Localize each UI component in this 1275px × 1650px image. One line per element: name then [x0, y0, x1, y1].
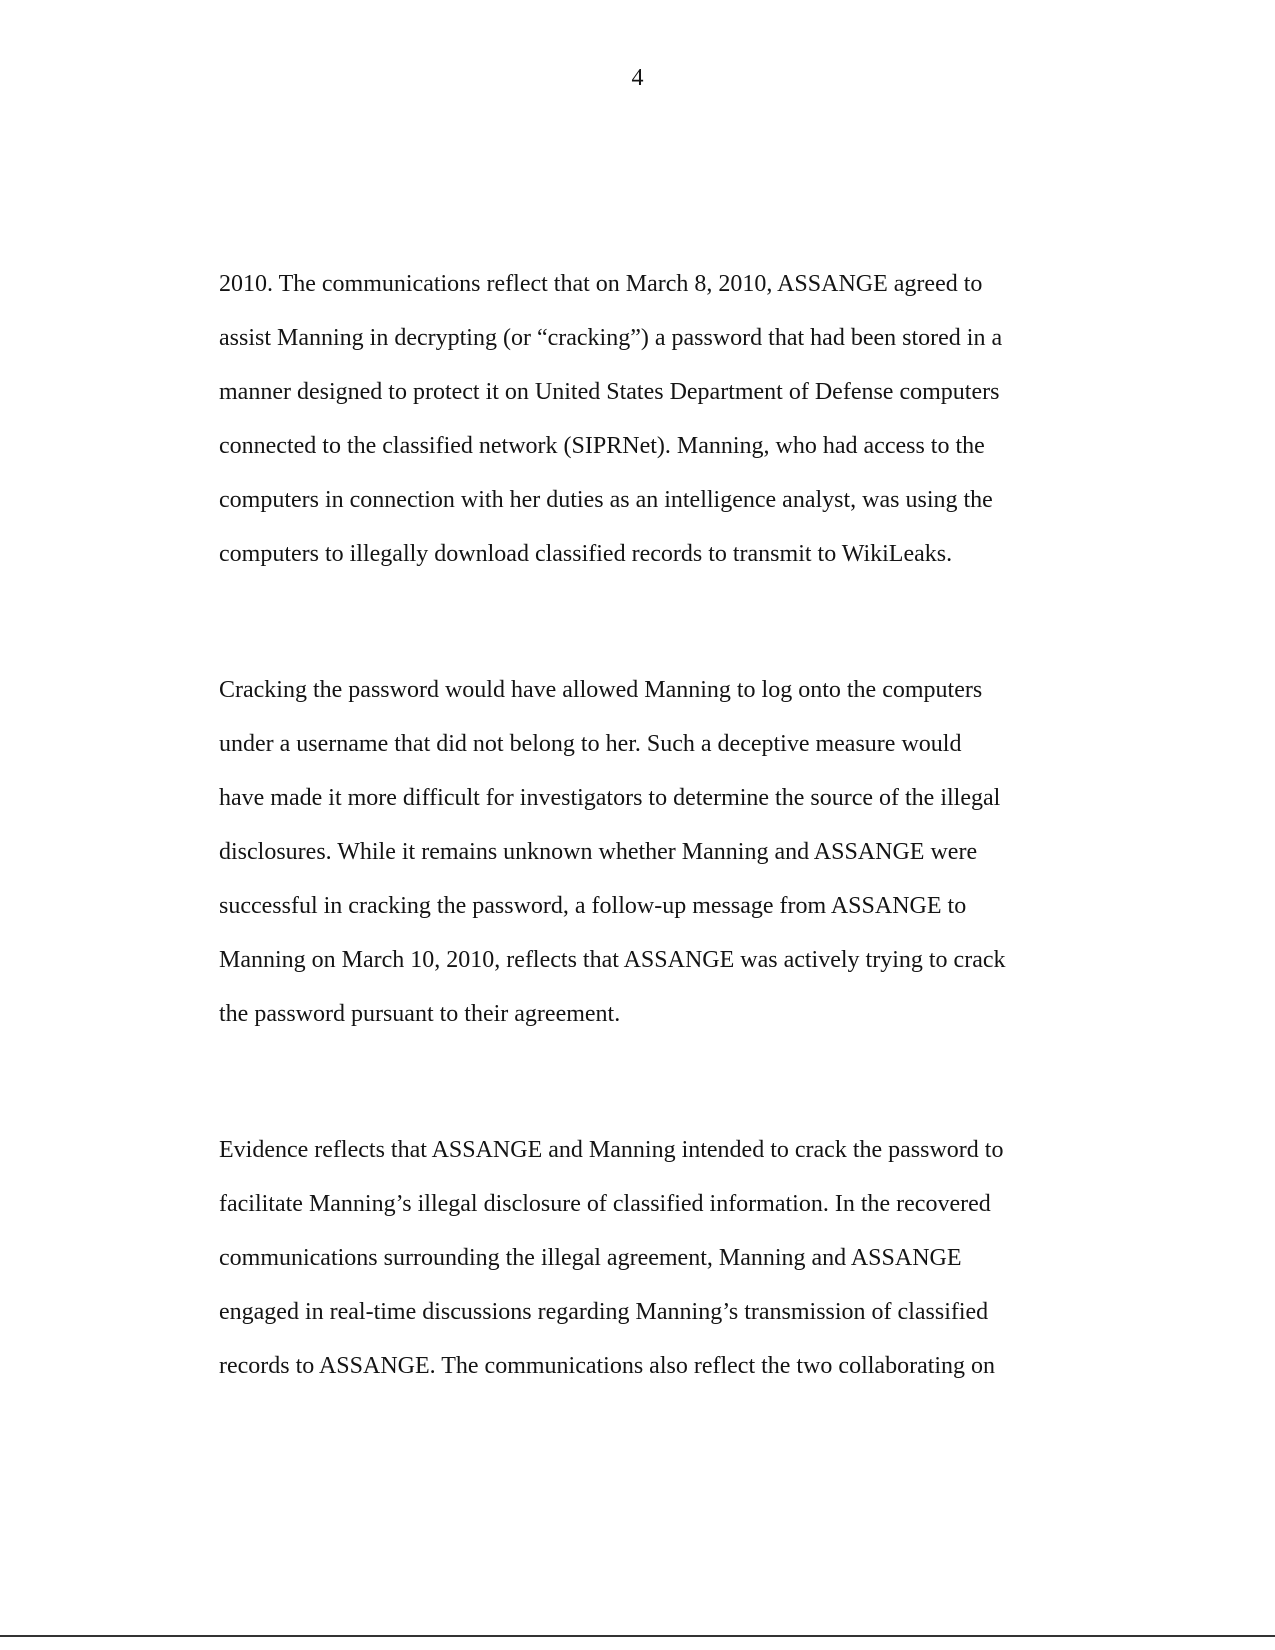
page-number: 4 — [631, 65, 644, 91]
paragraph-line: communications surrounding the illegal agreement, Manning and ASSANGE — [219, 1245, 962, 1271]
paragraph-line: computers in connection with her duties as an intelligence analyst, was using the — [219, 487, 993, 513]
paragraph-line: assist Manning in decrypting (or “cracking”) a password that had been stored in a — [219, 325, 1003, 351]
paragraph-line: records to ASSANGE. The communications also reflect the two collaborating on — [219, 1353, 996, 1379]
paragraph-line: have made it more difficult for investigators to determine the source of the illegal — [219, 785, 1001, 811]
paragraph-line: disclosures. While it remains unknown whether Manning and ASSANGE were — [219, 839, 978, 865]
paragraph-line: Cracking the password would have allowed Manning to log onto the computers — [219, 677, 983, 703]
paragraph-line: 2010. The communications reflect that on March 8, 2010, ASSANGE agreed to — [219, 271, 983, 297]
paragraph-line: connected to the classified network (SIPRNet). Manning, who had access to the — [219, 433, 985, 459]
paragraph-line: successful in cracking the password, a follow-up message from ASSANGE to — [219, 893, 967, 919]
paragraph-line: the password pursuant to their agreement. — [219, 1001, 621, 1027]
paragraph-line: engaged in real-time discussions regarding Manning’s transmission of classified — [219, 1299, 989, 1325]
paragraph-line: under a username that did not belong to her. Such a deceptive measure would — [219, 731, 962, 757]
paragraph-line: manner designed to protect it on United States Department of Defense computers — [219, 379, 1000, 405]
paragraph-line: facilitate Manning’s illegal disclosure of classified information. In the recovered — [219, 1191, 991, 1217]
paragraph-line: Evidence reflects that ASSANGE and Manning intended to crack the password to — [219, 1137, 1004, 1163]
paragraph-line: Manning on March 10, 2010, reflects that ASSANGE was actively trying to crack — [219, 947, 1006, 973]
bottom-rule — [0, 1635, 1275, 1637]
paragraph-line: computers to illegally download classified records to transmit to WikiLeaks. — [219, 541, 953, 567]
